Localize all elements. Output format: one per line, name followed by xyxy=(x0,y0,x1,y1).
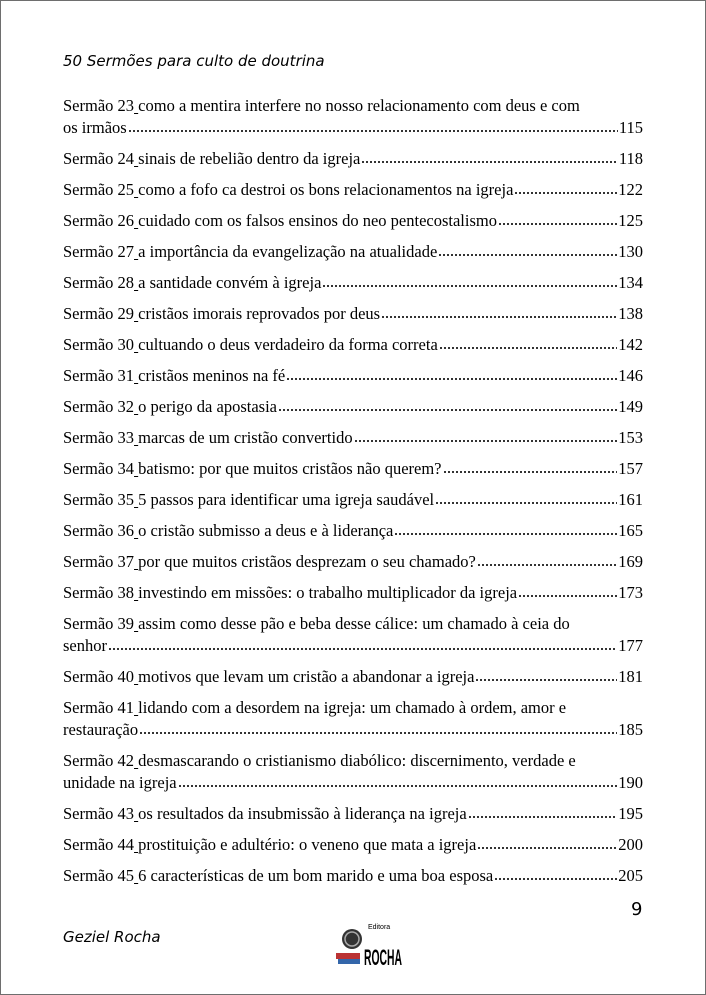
toc-entry[interactable] xyxy=(63,750,643,794)
toc-entry-label: Sermão 28 xyxy=(63,273,135,292)
toc-entry-title: por que muitos cristãos desprezam o seu chamado? xyxy=(138,552,476,571)
toc-leader-dots xyxy=(381,313,617,319)
toc-entry[interactable] xyxy=(63,613,643,657)
toc-leader-dots xyxy=(438,251,617,257)
toc-leader-dots xyxy=(128,127,618,133)
toc-entry-title-continued: unidade na igreja xyxy=(63,773,177,792)
toc-leader-dots xyxy=(322,282,617,288)
toc-leader-dots xyxy=(514,189,617,195)
toc-entry-label: Sermão 39 xyxy=(63,614,135,633)
toc-entry-page: 122 xyxy=(618,180,643,199)
toc-entry-page: 165 xyxy=(618,521,643,540)
running-header: 50 Sermões para culto de doutrina xyxy=(63,52,325,70)
toc-entry-label: Sermão 27 xyxy=(63,242,135,261)
toc-entry[interactable] xyxy=(63,427,643,449)
toc-entry-title: investindo em missões: o trabalho multiplicador da igreja xyxy=(138,583,518,602)
toc-entry[interactable] xyxy=(63,520,643,542)
toc-entry-title: cristãos imorais reprovados por deus xyxy=(138,304,381,323)
toc-leader-dots xyxy=(439,344,617,350)
toc-entry-label: Sermão 32 xyxy=(63,397,135,416)
toc-entry[interactable] xyxy=(63,865,643,887)
toc-leader-dots xyxy=(139,729,617,735)
author-name: Geziel Rocha xyxy=(63,928,161,946)
toc-leader-dots xyxy=(477,844,617,850)
toc-entry-label: Sermão 23 xyxy=(63,96,135,115)
toc-entry[interactable] xyxy=(63,179,643,201)
toc-entry-page: 173 xyxy=(618,583,643,602)
toc-entry-label: Sermão 30 xyxy=(63,335,135,354)
toc-leader-dots xyxy=(354,437,618,443)
toc-entry-label: Sermão 29 xyxy=(63,304,135,323)
toc-entry[interactable] xyxy=(63,303,643,325)
toc-entry-label: Sermão 36 xyxy=(63,521,135,540)
toc-entry-page: 195 xyxy=(618,804,643,823)
toc-entry-title: a importância da evangelização na atualidade xyxy=(138,242,438,261)
toc-entry[interactable] xyxy=(63,834,643,856)
toc-entry-page: 181 xyxy=(618,667,643,686)
toc-entry-label: Sermão 40 xyxy=(63,667,135,686)
toc-entry-title-continued: restauração xyxy=(63,720,139,739)
toc-entry-title: prostituição e adultério: o veneno que mata a igreja xyxy=(138,835,477,854)
toc-entry-label: Sermão 45 xyxy=(63,866,135,885)
toc-entry-page: 205 xyxy=(618,866,643,885)
toc-entry-title: cuidado com os falsos ensinos do neo pentecostalismo xyxy=(138,211,497,230)
toc-entry-title: 6 características de um bom marido e uma boa esposa xyxy=(138,866,494,885)
toc-entry-label: Sermão 34 xyxy=(63,459,135,478)
toc-entry[interactable] xyxy=(63,334,643,356)
toc-entry-page: 169 xyxy=(618,552,643,571)
toc-entry-label: Sermão 35 xyxy=(63,490,135,509)
toc-leader-dots xyxy=(108,645,617,651)
toc-entry[interactable] xyxy=(63,458,643,480)
toc-entry-title: a santidade convém à igreja xyxy=(138,273,322,292)
table-of-contents xyxy=(63,95,643,896)
toc-entry-title: lidando com a desordem na igreja: um chamado à ordem, amor e xyxy=(138,698,567,717)
toc-entry-page: 185 xyxy=(618,720,643,739)
toc-entry[interactable] xyxy=(63,697,643,741)
toc-entry-label: Sermão 43 xyxy=(63,804,135,823)
page-number: 9 xyxy=(631,899,643,920)
toc-entry[interactable] xyxy=(63,551,643,573)
toc-entry-title: desmascarando o cristianismo diabólico: discernimento, verdade e xyxy=(138,751,576,770)
toc-entry-title: batismo: por que muitos cristãos não querem? xyxy=(138,459,442,478)
toc-entry-title: o perigo da apostasia xyxy=(138,397,277,416)
toc-leader-dots xyxy=(278,406,617,412)
toc-entry-title: assim como desse pão e beba desse cálice: um chamado à ceia do xyxy=(138,614,570,633)
toc-entry-label: Sermão 26 xyxy=(63,211,135,230)
toc-entry-title: 5 passos para identificar uma igreja saudável xyxy=(138,490,435,509)
toc-entry-label: Sermão 42 xyxy=(63,751,135,770)
toc-entry-title: cristãos meninos na fé xyxy=(138,366,286,385)
toc-entry-label: Sermão 25 xyxy=(63,180,135,199)
toc-entry-page: 130 xyxy=(618,242,643,261)
toc-entry-title: cultuando o deus verdadeiro da forma correta xyxy=(138,335,438,354)
toc-entry-page: 161 xyxy=(618,490,643,509)
toc-entry-page: 118 xyxy=(618,149,643,168)
logo-editora-text: Editora xyxy=(368,924,391,931)
toc-entry-title-continued: os irmãos xyxy=(63,118,127,137)
toc-entry[interactable] xyxy=(63,210,643,232)
toc-entry-label: Sermão 38 xyxy=(63,583,135,602)
toc-entry-page: 138 xyxy=(618,304,643,323)
toc-entry-page: 200 xyxy=(618,835,643,854)
toc-entry-title: o cristão submisso a deus e à liderança xyxy=(138,521,394,540)
toc-entry-label: Sermão 33 xyxy=(63,428,135,447)
toc-entry-page: 142 xyxy=(618,335,643,354)
logo-rocha-text: ROCHA xyxy=(364,945,403,970)
toc-entry[interactable] xyxy=(63,365,643,387)
toc-entry[interactable] xyxy=(63,148,643,170)
toc-leader-dots xyxy=(475,676,617,682)
toc-entry-title: como a mentira interfere no nosso relacionamento com deus e com xyxy=(138,96,580,115)
toc-entry[interactable] xyxy=(63,803,643,825)
toc-entry[interactable] xyxy=(63,582,643,604)
toc-entry-page: 190 xyxy=(618,773,643,792)
toc-leader-dots xyxy=(394,530,617,536)
toc-entry-label: Sermão 31 xyxy=(63,366,135,385)
toc-leader-dots xyxy=(477,561,617,567)
toc-entry-label: Sermão 44 xyxy=(63,835,135,854)
toc-entry-title-continued: senhor xyxy=(63,636,107,655)
toc-entry[interactable] xyxy=(63,489,643,511)
toc-entry-title: como a fofo ca destroi os bons relacionamentos na igreja xyxy=(138,180,514,199)
toc-entry-title: os resultados da insubmissão à liderança na igreja xyxy=(138,804,467,823)
toc-leader-dots xyxy=(498,220,617,226)
toc-entry[interactable] xyxy=(63,95,643,139)
toc-entry-page: 157 xyxy=(618,459,643,478)
toc-entry-page: 153 xyxy=(618,428,643,447)
toc-entry-label: Sermão 41 xyxy=(63,698,135,717)
toc-entry-label: Sermão 24 xyxy=(63,149,135,168)
toc-entry-page: 134 xyxy=(618,273,643,292)
toc-entry-page: 146 xyxy=(618,366,643,385)
toc-leader-dots xyxy=(443,468,618,474)
toc-leader-dots xyxy=(494,875,617,881)
toc-entry-title: motivos que levam um cristão a abandonar a igreja xyxy=(138,667,475,686)
toc-leader-dots xyxy=(361,158,618,164)
logo-book-icon xyxy=(336,953,360,959)
toc-entry-label: Sermão 37 xyxy=(63,552,135,571)
toc-entry-title: marcas de um cristão convertido xyxy=(138,428,353,447)
publisher-logo xyxy=(326,917,406,971)
toc-leader-dots xyxy=(468,813,618,819)
toc-entry[interactable] xyxy=(63,241,643,263)
toc-entry-page: 177 xyxy=(618,636,643,655)
toc-entry[interactable] xyxy=(63,666,643,688)
toc-leader-dots xyxy=(286,375,617,381)
toc-leader-dots xyxy=(518,592,617,598)
toc-entry-page: 149 xyxy=(618,397,643,416)
toc-leader-dots xyxy=(178,782,618,788)
toc-entry[interactable] xyxy=(63,272,643,294)
toc-entry-page: 125 xyxy=(618,211,643,230)
toc-entry-page: 115 xyxy=(618,118,643,137)
toc-entry-title: sinais de rebelião dentro da igreja xyxy=(138,149,361,168)
toc-leader-dots xyxy=(435,499,617,505)
toc-entry[interactable] xyxy=(63,396,643,418)
